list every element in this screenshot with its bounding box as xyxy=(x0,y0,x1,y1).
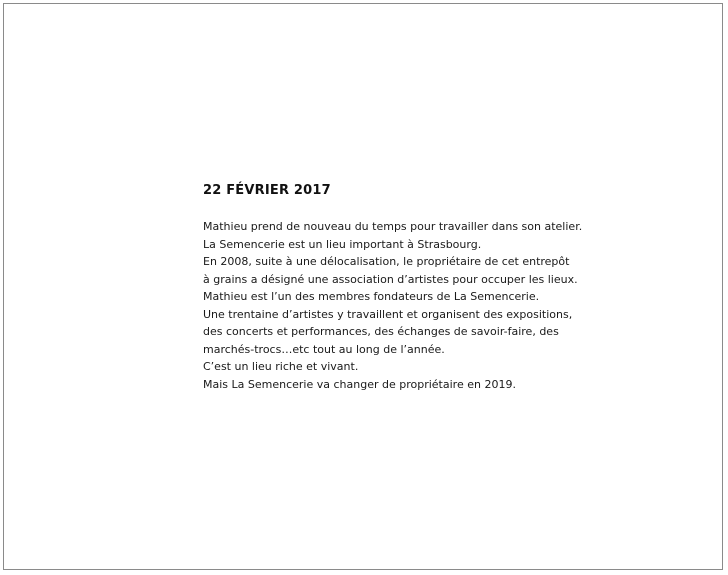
content-block xyxy=(203,182,623,393)
text-line: C’est un lieu riche et vivant. xyxy=(203,360,359,373)
text-line: des concerts et performances, des échanges de savoir-faire, des xyxy=(203,325,559,338)
body-text xyxy=(203,218,623,393)
text-line: marchés-trocs…etc tout au long de l’année. xyxy=(203,342,445,356)
text-line: En 2008, suite à une délocalisation, le propriétaire de cet entrepôt xyxy=(203,255,570,268)
text-line: Mathieu est l’un des membres fondateurs de La Semencerie. xyxy=(203,290,540,303)
text-line: à grains a désigné une association d’artistes pour occuper les lieux. xyxy=(203,272,578,286)
text-line: Mathieu prend de nouveau du temps pour travailler dans son atelier. xyxy=(203,220,583,233)
text-line: Une trentaine d’artistes y travaillent et organisent des expositions, xyxy=(203,307,573,321)
page-frame xyxy=(3,3,723,570)
text-line: Mais La Semencerie va changer de propriétaire en 2019. xyxy=(203,377,516,391)
text-line: La Semencerie est un lieu important à Strasbourg. xyxy=(203,237,482,251)
date-heading: 22 FÉVRIER 2017 xyxy=(203,183,331,198)
